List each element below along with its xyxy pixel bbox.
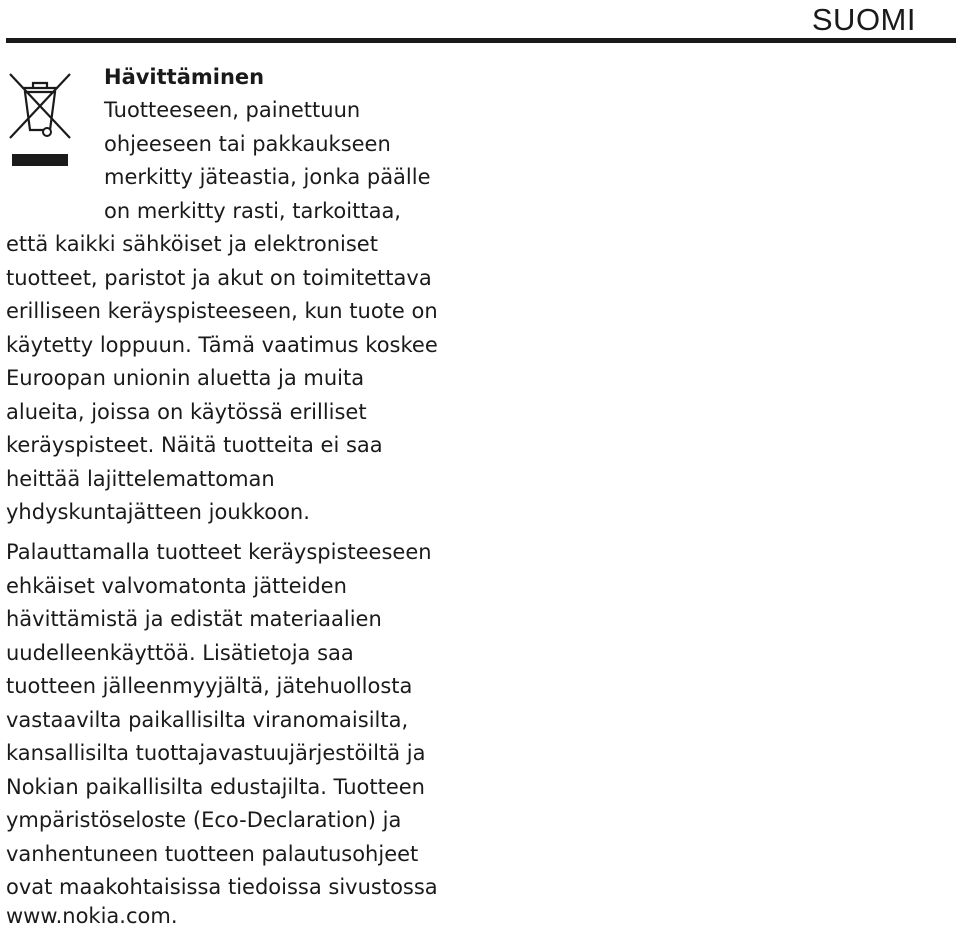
body-line: vanhentuneen tuotteen palautusohjeet [6,842,419,866]
body-line: käytetty loppuun. Tämä vaatimus koskee [6,333,438,357]
language-label: SUOMI [811,2,916,37]
body-line: merkitty jäteastia, jonka päälle [104,165,431,189]
body-line: heittää lajittelemattoman [6,467,275,491]
body-line: tuotteen jälleenmyyjältä, jätehuollosta [6,674,413,698]
body-line: yhdyskuntajätteen joukkoon. [6,500,310,524]
body-line: kansallisilta tuottajavastuujärjestöiltä ja [6,741,426,765]
body-line: uudelleenkäyttöä. Lisätietoja saa [6,641,354,665]
header-rule [6,38,956,43]
body-line: Euroopan unionin aluetta ja muita [6,366,365,390]
body-line: Nokian paikallisilta edustajilta. Tuotteen [6,775,425,799]
body-line: ehkäiset valvomatonta jätteiden [6,574,347,598]
body-line: Palauttamalla tuotteet keräyspisteeseen [6,540,432,564]
body-line: alueita, joissa on käytössä erilliset [6,400,367,424]
body-line: ympäristöseloste (Eco-Declaration) ja [6,808,402,832]
crossed-out-wheelie-bin-icon [6,66,74,170]
body-line: on merkitty rasti, tarkoittaa, [104,199,401,223]
body-line: ovat maakohtaisissa tiedoissa sivustossa [6,875,438,899]
body-line: tuotteet, paristot ja akut on toimitettava [6,266,432,290]
body-line: erilliseen keräyspisteeseen, kun tuote on [6,299,438,323]
body-line: vastaavilta paikallisilta viranomaisilta, [6,708,409,732]
body-line: että kaikki sähköiset ja elektroniset [6,232,378,256]
section-title: Hävittäminen [104,65,265,89]
body-line: ohjeeseen tai pakkaukseen [104,132,391,156]
website-link[interactable]: www.nokia.com. [6,904,178,928]
body-line: hävittämistä ja edistät materiaalien [6,607,382,631]
body-line: keräyspisteet. Näitä tuotteita ei saa [6,433,383,457]
body-line: Tuotteeseen, painettuun [104,98,361,122]
